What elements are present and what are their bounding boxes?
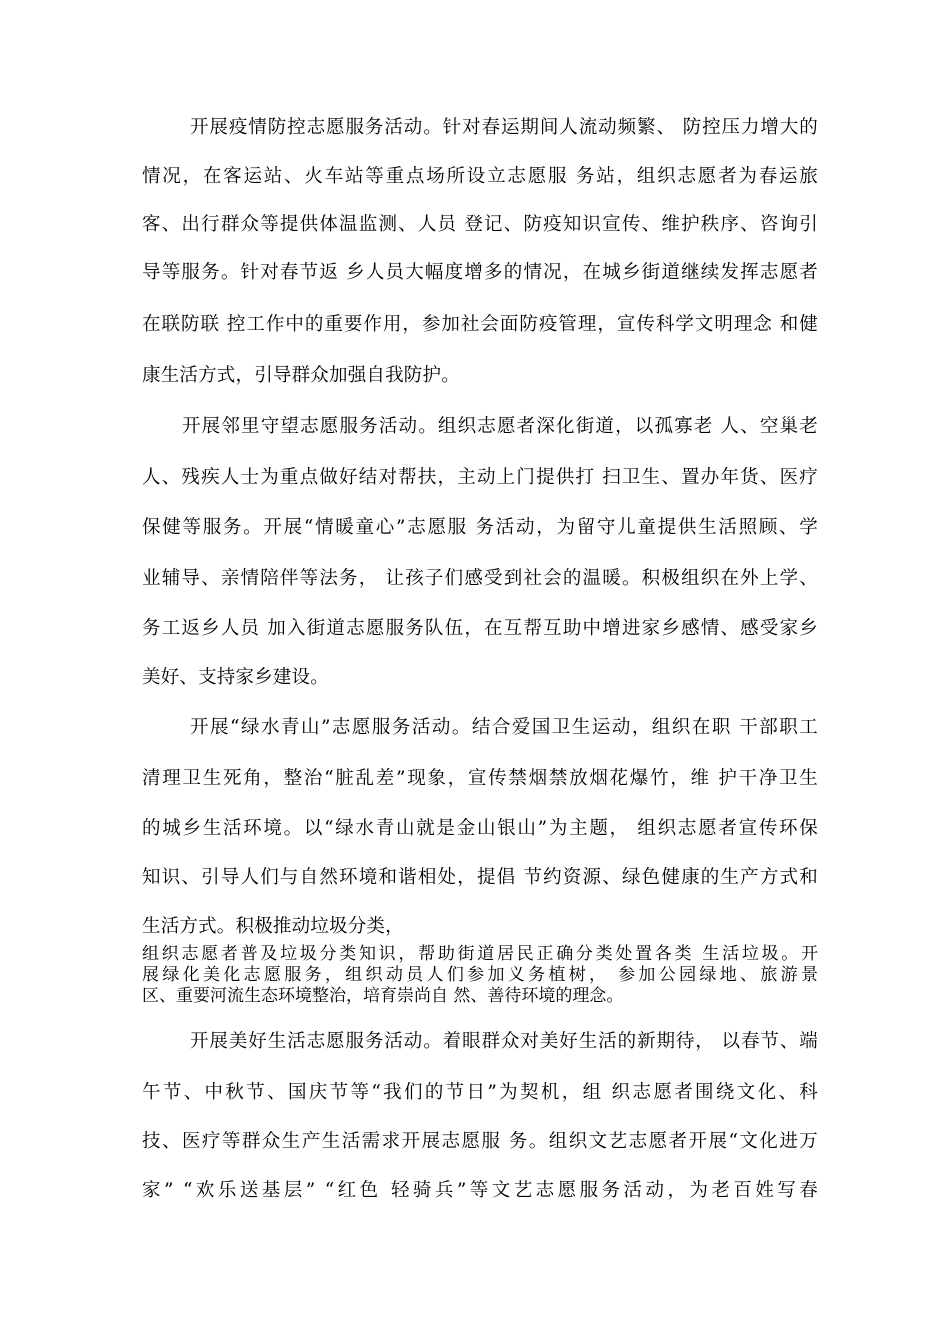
text-line: 清理卫生死角，整治“脏乱差”现象，宣传禁烟禁放烟花爆竹，维 护干净卫生 — [142, 768, 818, 789]
text-line: 务工返乡人员 加入街道志愿服务队伍，在互帮互助中增进家乡感情、感受家乡 — [142, 618, 818, 639]
text-line: 开展邻里守望志愿服务活动。组织志愿者深化街道，以孤寡老 人、空巢老 — [182, 416, 818, 437]
text-line: 开展美好生活志愿服务活动。着眼群众对美好生活的新期待， 以春节、端 — [190, 1031, 818, 1052]
text-line: 开展“绿水青山”志愿服务活动。结合爱国卫生运动，组织在职 干部职工 — [190, 717, 818, 738]
text-line: 开展疫情防控志愿服务活动。针对春运期间人流动频繁、 防控压力增大的 — [190, 117, 818, 138]
text-line: 保健等服务。开展“情暖童心”志愿服 务活动，为留守儿童提供生活照顾、学 — [142, 517, 818, 538]
text-line: 技、医疗等群众生产生活需求开展志愿服 务。组织文艺志愿者开展“文化进万 — [142, 1131, 818, 1152]
text-line: 导等服务。针对春节返 乡人员大幅度增多的情况，在城乡街道继续发挥志愿者 — [142, 262, 818, 283]
text-line: 午节、中秋节、国庆节等“我们的节日”为契机，组 织志愿者围绕文化、科 — [142, 1082, 818, 1103]
text-line: 知识、引导人们与自然环境和谐相处，提倡 节约资源、绿色健康的生产方式和 — [142, 867, 818, 888]
text-line: 展绿化美化志愿服务，组织动员人们参加义务植树， 参加公园绿地、旅游景 — [142, 965, 818, 985]
text-line: 区、重要河流生态环境整治，培育崇尚自 然、善待环境的理念。 — [142, 986, 624, 1006]
text-line: 人、残疾人士为重点做好结对帮扶，主动上门提供打 扫卫生、置办年货、医疗 — [142, 467, 818, 488]
text-line: 康生活方式，引导群众加强自我防护。 — [142, 365, 460, 386]
text-line: 组织志愿者普及垃圾分类知识，帮助街道居民正确分类处置各类 生活垃圾。开 — [142, 944, 818, 964]
text-line: 情况，在客运站、火车站等重点场所设立志愿服 务站，组织志愿者为春运旅 — [142, 166, 818, 187]
text-line: 的城乡生活环境。以“绿水青山就是金山银山”为主题， 组织志愿者宣传环保 — [142, 818, 818, 839]
text-line: 业辅导、亲情陪伴等法务， 让孩子们感受到社会的温暖。积极组织在外上学、 — [142, 568, 818, 589]
text-line: 家” “欢乐送基层” “红色 轻骑兵”等文艺志愿服务活动，为老百姓写春 — [142, 1180, 818, 1201]
text-line: 在联防联 控工作中的重要作用，参加社会面防疫管理，宣传科学文明理念 和健 — [142, 314, 818, 335]
text-line: 美好、支持家乡建设。 — [142, 667, 330, 688]
text-line: 客、出行群众等提供体温监测、人员 登记、防疫知识宣传、维护秩序、咨询引 — [142, 214, 818, 235]
text-line: 生活方式。积极推动垃圾分类， — [142, 916, 404, 937]
